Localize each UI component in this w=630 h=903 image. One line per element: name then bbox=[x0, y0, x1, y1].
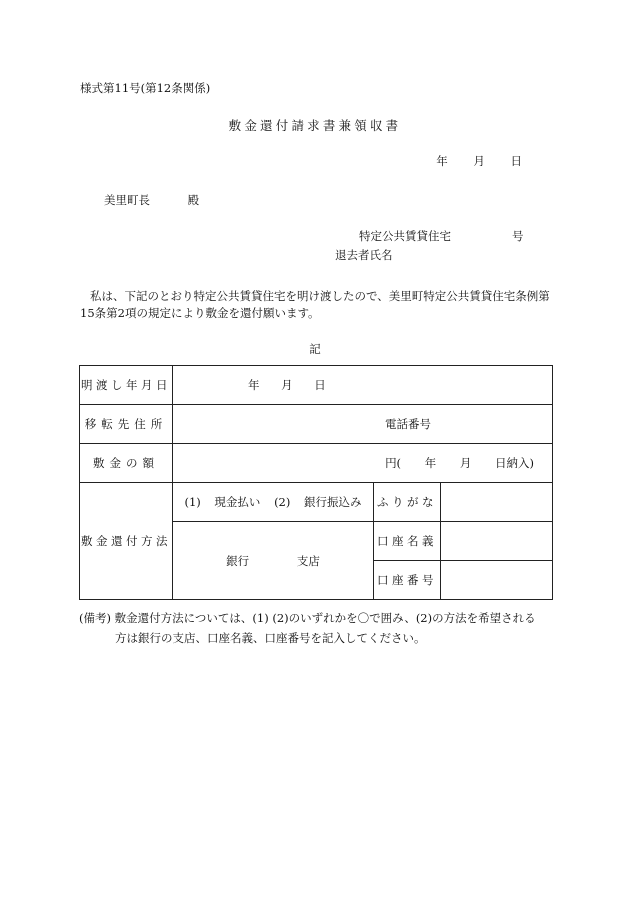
bank-branch-field[interactable]: 銀行 支店 bbox=[173, 522, 374, 600]
ki-heading: 記 bbox=[309, 342, 321, 356]
account-number-label: 口座番号 bbox=[374, 561, 441, 600]
vacate-date-field[interactable]: 年 月 日 bbox=[173, 366, 553, 405]
new-address-field[interactable]: 電話番号 bbox=[173, 405, 553, 444]
new-address-label: 移転先住所 bbox=[80, 405, 173, 444]
date-line: 年 月 日 bbox=[436, 154, 522, 168]
note-line-1: (備考) 敷金還付方法については、(1) (2)のいずれかを〇で囲み、(2)の方法を希望される bbox=[79, 611, 536, 625]
account-name-label: 口座名義 bbox=[374, 522, 441, 561]
deposit-amount-field[interactable]: 円( 年 月 日納入) bbox=[173, 444, 553, 483]
document-title: 敷金還付請求書兼領収書 bbox=[228, 118, 402, 133]
housing-label: 特定公共賃貸住宅 bbox=[359, 229, 451, 243]
refund-form-table bbox=[79, 365, 553, 600]
furigana-field[interactable] bbox=[441, 483, 553, 522]
deposit-amount-label: 敷金の額 bbox=[80, 444, 173, 483]
furigana-label: ふりがな bbox=[374, 483, 441, 522]
table-row bbox=[80, 483, 553, 522]
table-row bbox=[80, 405, 553, 444]
account-name-field[interactable] bbox=[441, 522, 553, 561]
account-number-field[interactable] bbox=[441, 561, 553, 600]
form-number: 様式第11号(第12条関係) bbox=[80, 81, 211, 95]
addressee: 美里町長 殿 bbox=[104, 193, 200, 207]
vacate-date-label: 明渡し年月日 bbox=[80, 366, 173, 405]
note-line-2: 方は銀行の支店、口座名義、口座番号を記入してください。 bbox=[115, 631, 426, 645]
refund-method-options[interactable]: (1) 現金払い (2) 銀行振込み bbox=[173, 483, 374, 522]
table-row bbox=[80, 444, 553, 483]
housing-number-label: 号 bbox=[512, 229, 524, 243]
refund-method-label: 敷金還付方法 bbox=[80, 483, 173, 600]
table-row bbox=[80, 366, 553, 405]
request-body-text: 私は、下記のとおり特定公共賃貸住宅を明け渡したので、美里町特定公共賃貸住宅条例第15条第2項の規定により敷金を還付願います。 bbox=[80, 289, 550, 320]
tenant-name-label: 退去者氏名 bbox=[335, 248, 393, 262]
